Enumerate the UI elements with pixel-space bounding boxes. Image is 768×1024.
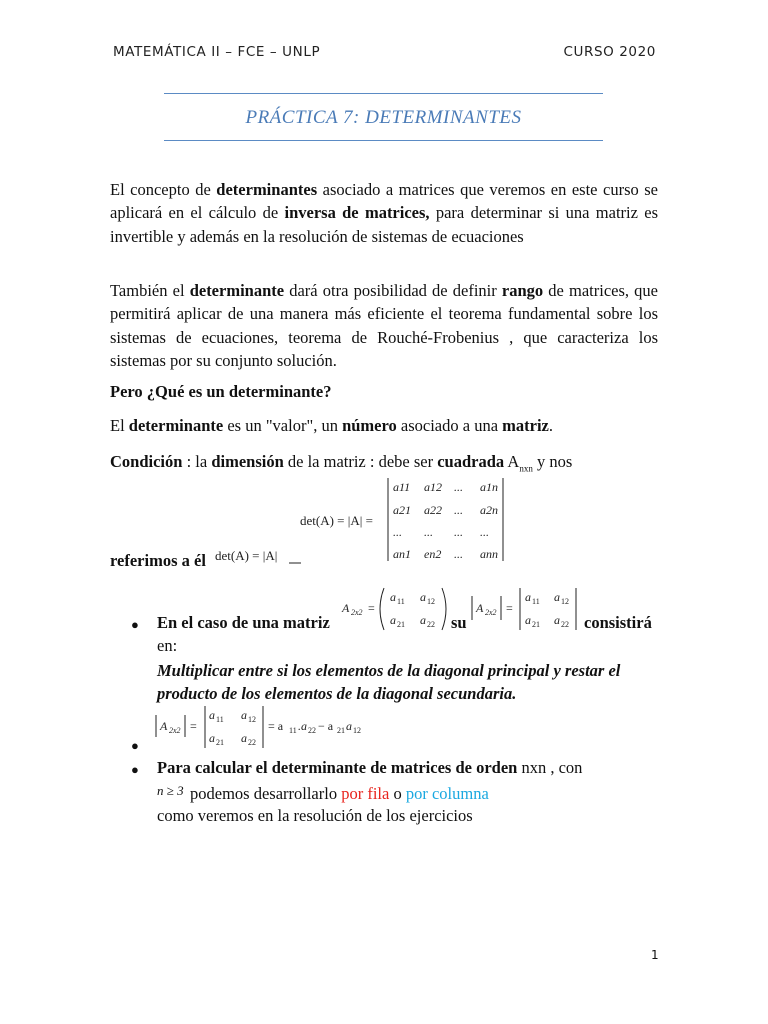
paragraph-condition: Condición : la dimensión de la matriz : debe ser cuadrada $A_{nxn}$ y nos — [110, 452, 573, 474]
svg-text:12: 12 — [561, 597, 569, 606]
svg-text:a: a — [525, 590, 531, 604]
svg-text:− a: − a — [318, 719, 334, 733]
cell-ann: ann — [480, 547, 498, 561]
svg-text:a: a — [209, 731, 215, 745]
refer-line: referimos a él — [110, 551, 206, 570]
det-2x2-expansion — [153, 703, 378, 751]
question-heading: Pero ¿Qué es un determinante? — [110, 382, 332, 401]
bullet-nxn-text: Para calcular el determinante de matrices de orden nxn , con — [157, 758, 583, 777]
cell-a11: a11 — [393, 480, 411, 494]
svg-text:det(A) = |A|: det(A) = |A| — [215, 548, 278, 563]
svg-text:A: A — [160, 719, 168, 733]
bullet-nxn-continuation: podemos desarrollarlo por fila o por columna — [190, 784, 489, 803]
cell-dots: ... — [454, 525, 463, 539]
cell-a21: a21 — [393, 503, 411, 517]
determinant-formula-nxn — [296, 474, 511, 564]
cell-an1: an1 — [393, 547, 411, 561]
svg-text:=: = — [506, 601, 513, 615]
svg-text:A: A — [342, 601, 350, 615]
bullet-nxn-end: como veremos en la resolución de los ejercicios — [157, 806, 473, 825]
en-word: en: — [157, 636, 178, 655]
title-rule-top — [164, 93, 603, 94]
cell-a12: a12 — [424, 480, 442, 494]
svg-text:22: 22 — [308, 726, 316, 735]
paragraph-intro: El concepto de determinantes asociado a matrices que veremos en este curso se aplicará en el cálculo de inversa de matrices, para determinar si una matriz es invertible y además en la resolución de sistemas de ecuaciones — [110, 180, 659, 246]
paragraph-rank: También el determinante dará otra posibilidad de definir rango de matrices, que permitirá aplicar de una manera más eficiente el teorema fundamental sobre los sistemas de ecuaciones, teorema de Rouché-Frobenius , que caracteriza los sistemas por su conjunto solución. — [110, 281, 658, 370]
svg-text:a: a — [346, 719, 352, 733]
cell-en2: en2 — [424, 547, 442, 561]
svg-text:a: a — [420, 590, 426, 604]
svg-text:12: 12 — [427, 597, 435, 606]
n-condition: n ≥ 3 — [157, 783, 184, 798]
bullet-dot: ● — [131, 762, 139, 777]
svg-text:11: 11 — [216, 715, 224, 724]
cell-dots: ... — [454, 480, 463, 494]
svg-text:21: 21 — [397, 620, 405, 629]
cell-dots: ... — [454, 547, 463, 561]
svg-text:A: A — [476, 601, 484, 615]
cell-a22: a22 — [424, 503, 442, 517]
page-title: PRÁCTICA 7: DETERMINANTES — [245, 107, 522, 128]
det-small-formula — [213, 544, 303, 566]
svg-text:a: a — [525, 613, 531, 627]
cell-dots: ... — [393, 525, 402, 539]
paragraph-definition: El determinante es un "valor", un número asociado a una matriz. — [110, 416, 554, 435]
svg-text:11: 11 — [289, 726, 297, 735]
svg-text:.a: .a — [298, 719, 307, 733]
svg-text:11: 11 — [532, 597, 540, 606]
cell-a2n: a2n — [480, 503, 498, 517]
svg-text:a: a — [420, 613, 426, 627]
svg-text:21: 21 — [532, 620, 540, 629]
consistira-word: consistirá — [584, 613, 652, 632]
svg-text:=: = — [190, 719, 197, 733]
cell-a1n: a1n — [480, 480, 498, 494]
svg-text:a: a — [390, 590, 396, 604]
det-label: det(A) = |A| = — [300, 513, 373, 528]
header-right: CURSO 2020 — [563, 44, 656, 60]
cell-dots: ... — [454, 503, 463, 517]
svg-text:11: 11 — [397, 597, 405, 606]
cell-dots: ... — [480, 525, 489, 539]
su-word: su — [451, 613, 467, 632]
svg-text:a: a — [241, 731, 247, 745]
svg-text:21: 21 — [216, 738, 224, 747]
svg-text:a: a — [390, 613, 396, 627]
bullet-2x2-text: En el caso de una matriz — [157, 613, 330, 632]
svg-text:12: 12 — [353, 726, 361, 735]
svg-text:21: 21 — [337, 726, 345, 735]
matrix-2x2 — [340, 584, 452, 634]
header-left: MATEMÁTICA II – FCE – UNLP — [113, 44, 321, 60]
svg-text:12: 12 — [248, 715, 256, 724]
svg-text:a: a — [209, 708, 215, 722]
cell-dots: ... — [424, 525, 433, 539]
svg-text:22: 22 — [561, 620, 569, 629]
svg-text:2x2: 2x2 — [485, 608, 497, 617]
bullet-dot: ● — [131, 738, 139, 753]
svg-text:= a: = a — [268, 719, 284, 733]
svg-text:2x2: 2x2 — [351, 608, 363, 617]
page-number: 1 — [651, 948, 659, 962]
svg-text:a: a — [554, 613, 560, 627]
svg-text:22: 22 — [248, 738, 256, 747]
svg-text:22: 22 — [427, 620, 435, 629]
svg-text:a: a — [241, 708, 247, 722]
rule-2x2-italic: Multiplicar entre si los elementos de la diagonal principal y restar el producto de los elementos de la diagonal secundaria. — [157, 661, 621, 704]
bullet-dot: ● — [131, 617, 139, 632]
svg-text:=: = — [368, 601, 375, 615]
title-rule-bottom — [164, 140, 603, 141]
svg-text:2x2: 2x2 — [169, 726, 181, 735]
svg-text:a: a — [554, 590, 560, 604]
det-2x2 — [470, 584, 580, 634]
